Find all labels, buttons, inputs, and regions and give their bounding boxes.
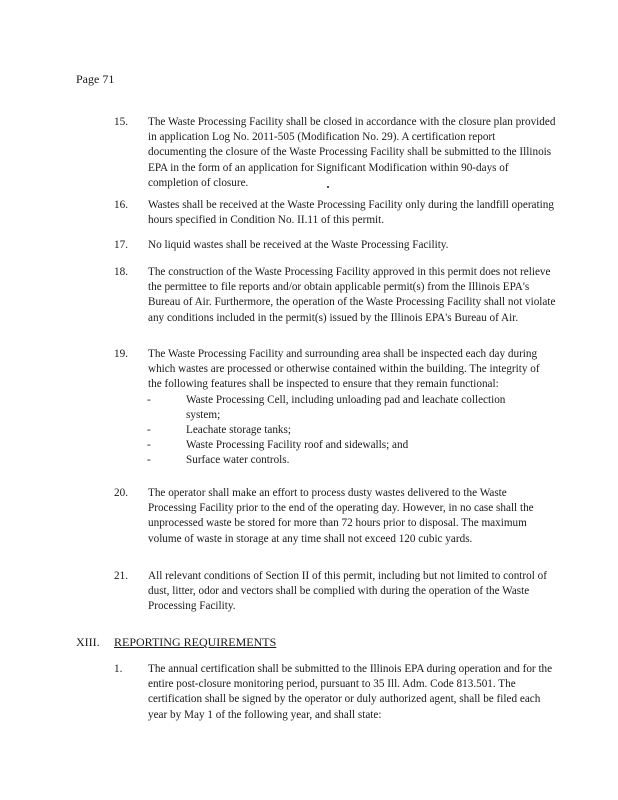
- list-item: [148, 453, 556, 468]
- inspection-features-list: [148, 393, 556, 469]
- list-item: [148, 423, 556, 438]
- section-heading: [76, 635, 276, 650]
- list-dash: -: [147, 393, 151, 406]
- section-title: REPORTING REQUIREMENTS: [114, 635, 277, 649]
- page-number: Page 71: [76, 72, 115, 86]
- condition-text: The operator shall make an effort to process dusty wastes delivered to the Waste Processing Facility prior to the end of the operating day. However, in no case shall the unprocessed waste be stored for more than 72 hours prior to disposal. The maximum volume of waste in storage at any time shall not exceed 120 cubic yards.: [148, 487, 534, 545]
- condition-text: The annual certification shall be submitted to the Illinois EPA during operation and for the entire post-closure monitoring period, pursuant to 35 Ill. Adm. Code 813.501. The certification shall be signed by the operator or duly authorized agent, shall be filed each year by May 1 of the following year, and shall state:: [148, 663, 553, 721]
- condition-number: 16.: [114, 199, 128, 211]
- condition-text: The Waste Processing Facility and surrounding area shall be inspected each day during which wastes are processed or otherwise contained within the building. The integrity of the following features shall be inspected to ensure that they remain functional:: [148, 348, 540, 391]
- condition-number: 21.: [114, 570, 128, 582]
- condition-number: 17.: [114, 239, 128, 251]
- list-dash: -: [147, 424, 151, 437]
- list-item-text: Leachate storage tanks;: [186, 424, 291, 437]
- condition-number: 19.: [114, 348, 128, 360]
- condition-text: The Waste Processing Facility shall be closed in accordance with the closure plan provided in application Log No. 2011-505 (Modification No. 29). A certification report documenting the closure of the Waste Processing Facility shall be submitted to the Illinois EPA in the form of an application for Significant Modification within 90-days of completion of closure.: [148, 116, 556, 189]
- list-item: [148, 438, 556, 453]
- condition-number: 18.: [114, 266, 128, 278]
- condition-number: 15.: [114, 116, 128, 128]
- section-numeral: XIII.: [76, 635, 100, 649]
- condition-number: 1.: [114, 663, 123, 675]
- list-dash: -: [147, 439, 151, 452]
- list-dash: -: [147, 454, 151, 467]
- list-item-continuation: system;: [186, 408, 221, 421]
- condition-text: Wastes shall be received at the Waste Processing Facility only during the landfill operating hours specified in Condition No. II.11 of this permit.: [148, 199, 554, 227]
- list-item-text: Surface water controls.: [186, 454, 290, 467]
- condition-text: The construction of the Waste Processing Facility approved in this permit does not relieve the permittee to file reports and/or obtain applicable permit(s) from the Illinois EPA's Bureau of Air. Furthermore, the operation of the Waste Processing Facility shall not violate any conditions included in the permit(s) issued by the Illinois EPA's Bureau of Air.: [148, 266, 556, 324]
- list-item-text: Waste Processing Facility roof and sidewalls; and: [186, 439, 409, 452]
- list-item: [148, 393, 556, 423]
- stray-mark: [327, 186, 329, 188]
- condition-text: All relevant conditions of Section II of this permit, including but not limited to control of dust, litter, odor and vectors shall be complied with during the operation of the Waste Processing Facility.: [148, 570, 547, 613]
- condition-number: 20.: [114, 487, 128, 499]
- condition-text: No liquid wastes shall be received at the Waste Processing Facility.: [148, 239, 449, 251]
- list-item-text: Waste Processing Cell, including unloading pad and leachate collection: [186, 393, 506, 406]
